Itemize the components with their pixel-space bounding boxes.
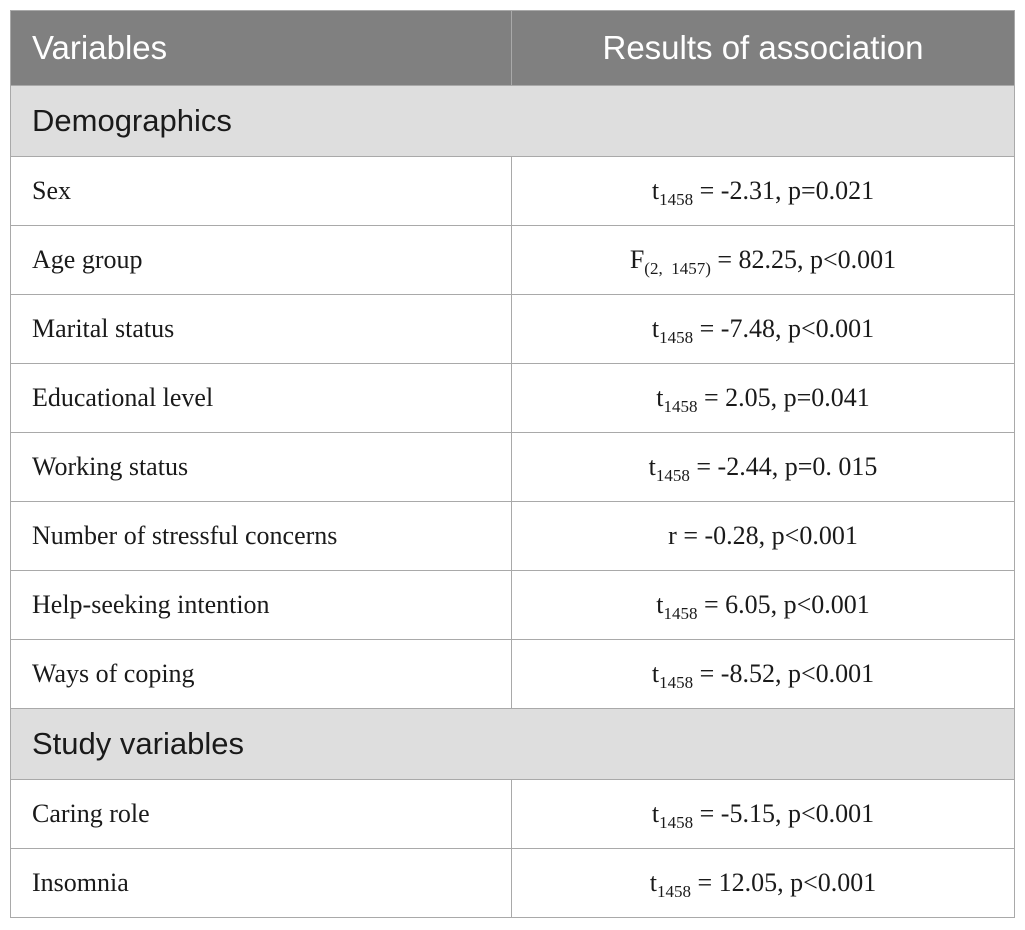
association-table-container: [10, 10, 1014, 918]
header-results: Results of association: [512, 11, 1015, 86]
degrees-of-freedom: 1458: [659, 813, 694, 832]
stat-value: = 82.25, p<0.001: [710, 245, 897, 274]
result-cell: [512, 157, 1015, 226]
variable-cell: Age group: [11, 226, 512, 295]
variable-cell: Ways of coping: [11, 640, 512, 709]
table-row: [11, 157, 1015, 226]
result-cell: [512, 780, 1015, 849]
stat-symbol: F: [629, 245, 645, 274]
stat-symbol: t: [656, 383, 664, 412]
result-cell: [512, 295, 1015, 364]
stat-symbol: t: [656, 590, 664, 619]
stat-value: = 6.05, p<0.001: [697, 590, 870, 619]
stat-symbol: t: [651, 659, 660, 688]
degrees-of-freedom: 1458: [663, 397, 698, 416]
stat-value: = 2.05, p=0.041: [697, 383, 870, 412]
variable-cell: Marital status: [11, 295, 512, 364]
table-row: [11, 502, 1015, 571]
table-row: [11, 433, 1015, 502]
section-empty-cell: [512, 86, 1015, 157]
stat-value: = -7.48, p<0.001: [693, 314, 875, 343]
section-title: Study variables: [11, 709, 512, 780]
header-variables: Variables: [11, 11, 512, 86]
variable-cell: Caring role: [11, 780, 512, 849]
stat-symbol: t: [648, 452, 656, 481]
section-row: [11, 86, 1015, 157]
stat-value: = -8.52, p<0.001: [693, 659, 875, 688]
association-table: [10, 10, 1015, 918]
stat-value: = -0.28, p<0.001: [676, 521, 858, 550]
degrees-of-freedom: 1458: [659, 673, 694, 692]
variable-cell: Insomnia: [11, 849, 512, 918]
stat-symbol: t: [651, 314, 660, 343]
stat-value: = -2.31, p=0.021: [693, 176, 875, 205]
table-header-row: [11, 11, 1015, 86]
degrees-of-freedom: 1458: [659, 328, 694, 347]
section-row: [11, 709, 1015, 780]
variable-cell: Number of stressful concerns: [11, 502, 512, 571]
table-row: [11, 571, 1015, 640]
table-row: [11, 780, 1015, 849]
stat-value: = 12.05, p<0.001: [690, 868, 877, 897]
stat-symbol: t: [649, 868, 657, 897]
degrees-of-freedom: 1458: [656, 882, 691, 901]
result-cell: [512, 226, 1015, 295]
degrees-of-freedom: 1458: [663, 604, 698, 623]
result-cell: [512, 640, 1015, 709]
table-row: [11, 640, 1015, 709]
variable-cell: Working status: [11, 433, 512, 502]
table-row: [11, 849, 1015, 918]
degrees-of-freedom: 1458: [659, 190, 694, 209]
stat-value: = -5.15, p<0.001: [693, 799, 875, 828]
stat-symbol: t: [651, 799, 660, 828]
result-cell: [512, 433, 1015, 502]
table-row: [11, 364, 1015, 433]
section-title: Demographics: [11, 86, 512, 157]
result-cell: [512, 502, 1015, 571]
result-cell: [512, 571, 1015, 640]
result-cell: [512, 364, 1015, 433]
degrees-of-freedom: (2, 1457): [644, 259, 711, 278]
variable-cell: Sex: [11, 157, 512, 226]
result-cell: [512, 849, 1015, 918]
section-empty-cell: [512, 709, 1015, 780]
variable-cell: Help-seeking intention: [11, 571, 512, 640]
stat-value: = -2.44, p=0. 015: [689, 452, 878, 481]
table-row: [11, 295, 1015, 364]
stat-symbol: t: [651, 176, 660, 205]
table-body: [11, 86, 1015, 918]
degrees-of-freedom: 1458: [655, 466, 690, 485]
table-row: [11, 226, 1015, 295]
variable-cell: Educational level: [11, 364, 512, 433]
stat-symbol: r: [668, 521, 677, 550]
